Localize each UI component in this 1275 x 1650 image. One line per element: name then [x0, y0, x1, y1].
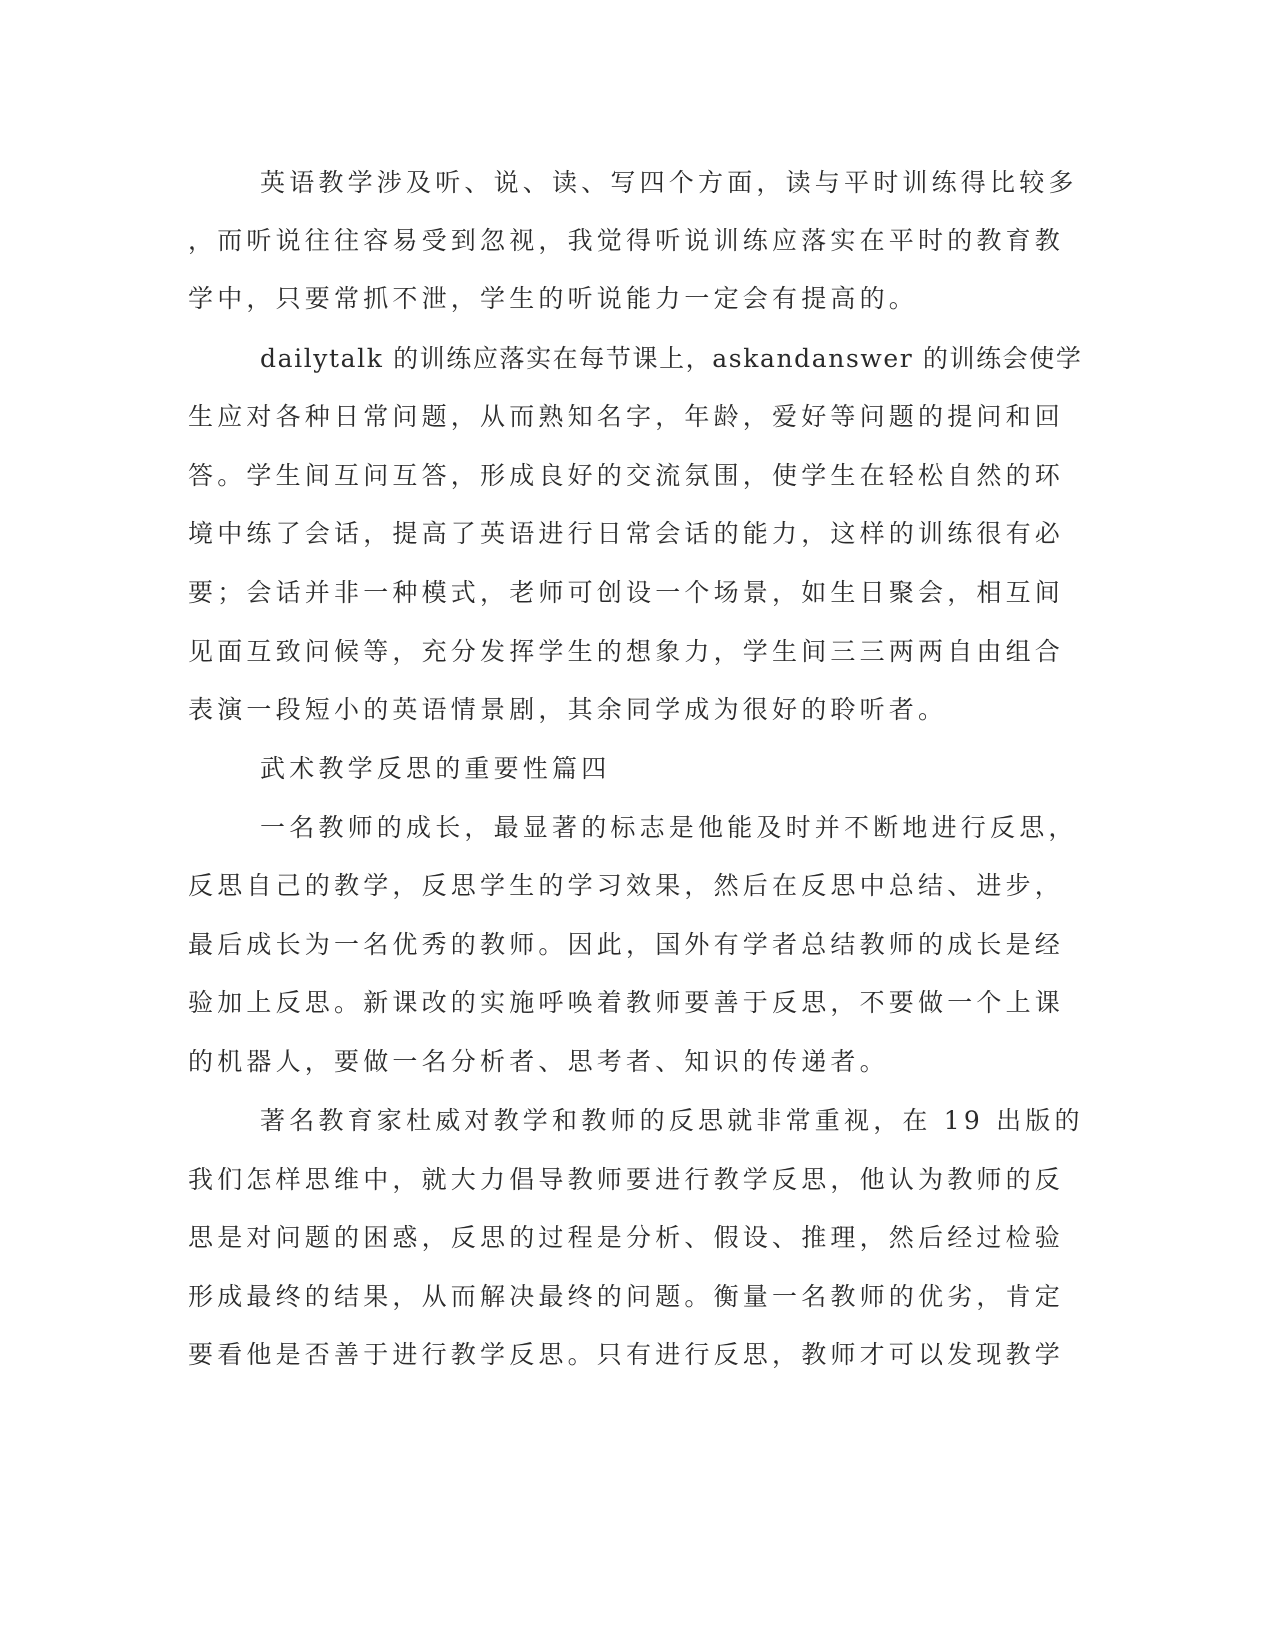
- paragraph-5-line-2: 我们怎样思维中，就大力倡导教师要进行教学反思，他认为教师的反: [188, 1165, 1065, 1194]
- paragraph-5-line-5: 要看他是否善于进行教学反思。只有进行反思，教师才可以发现教学: [188, 1340, 1065, 1369]
- paragraph-5-line-3: 思是对问题的困惑，反思的过程是分析、假设、推理，然后经过检验: [188, 1223, 1065, 1252]
- paragraph-2-line-1: dailytalk 的训练应落实在每节课上，askandanswer 的训练会使学: [260, 344, 1083, 373]
- paragraph-4-line-2: 反思自己的教学，反思学生的学习效果，然后在反思中总结、进步，: [188, 871, 1065, 900]
- paragraph-5-line-4: 形成最终的结果，从而解决最终的问题。衡量一名教师的优劣，肯定: [188, 1282, 1065, 1311]
- paragraph-1-line-3: 学中，只要常抓不泄，学生的听说能力一定会有提高的。: [188, 284, 919, 313]
- paragraph-2-line-7: 表演一段短小的英语情景剧，其余同学成为很好的聆听者。: [188, 695, 948, 724]
- paragraph-1-line-2: ，而听说往往容易受到忽视，我觉得听说训练应落实在平时的教育教: [188, 226, 1065, 255]
- paragraph-5-line-1: 著名教育家杜威对教学和教师的反思就非常重视，在 19 出版的: [260, 1106, 1084, 1135]
- paragraph-2-line-5: 要；会话并非一种模式，老师可创设一个场景，如生日聚会，相互间: [188, 578, 1065, 607]
- paragraph-2-line-3: 答。学生间互问互答，形成良好的交流氛围，使学生在轻松自然的环: [188, 461, 1065, 490]
- paragraph-2-line-6: 见面互致问候等，充分发挥学生的想象力，学生间三三两两自由组合: [188, 637, 1065, 666]
- section-heading: 武术教学反思的重要性篇四: [260, 754, 611, 783]
- paragraph-4-line-5: 的机器人，要做一名分析者、思考者、知识的传递者。: [188, 1047, 889, 1076]
- paragraph-1-line-1: 英语教学涉及听、说、读、写四个方面，读与平时训练得比较多: [260, 168, 1078, 197]
- paragraph-4-line-1: 一名教师的成长，最显著的标志是他能及时并不断地进行反思，: [260, 813, 1078, 842]
- paragraph-2-line-4: 境中练了会话，提高了英语进行日常会话的能力，这样的训练很有必: [188, 519, 1065, 548]
- paragraph-4-line-3: 最后成长为一名优秀的教师。因此，国外有学者总结教师的成长是经: [188, 930, 1065, 959]
- paragraph-4-line-4: 验加上反思。新课改的实施呼唤着教师要善于反思，不要做一个上课: [188, 988, 1065, 1017]
- paragraph-2-line-2: 生应对各种日常问题，从而熟知名字，年龄，爱好等问题的提问和回: [188, 402, 1065, 431]
